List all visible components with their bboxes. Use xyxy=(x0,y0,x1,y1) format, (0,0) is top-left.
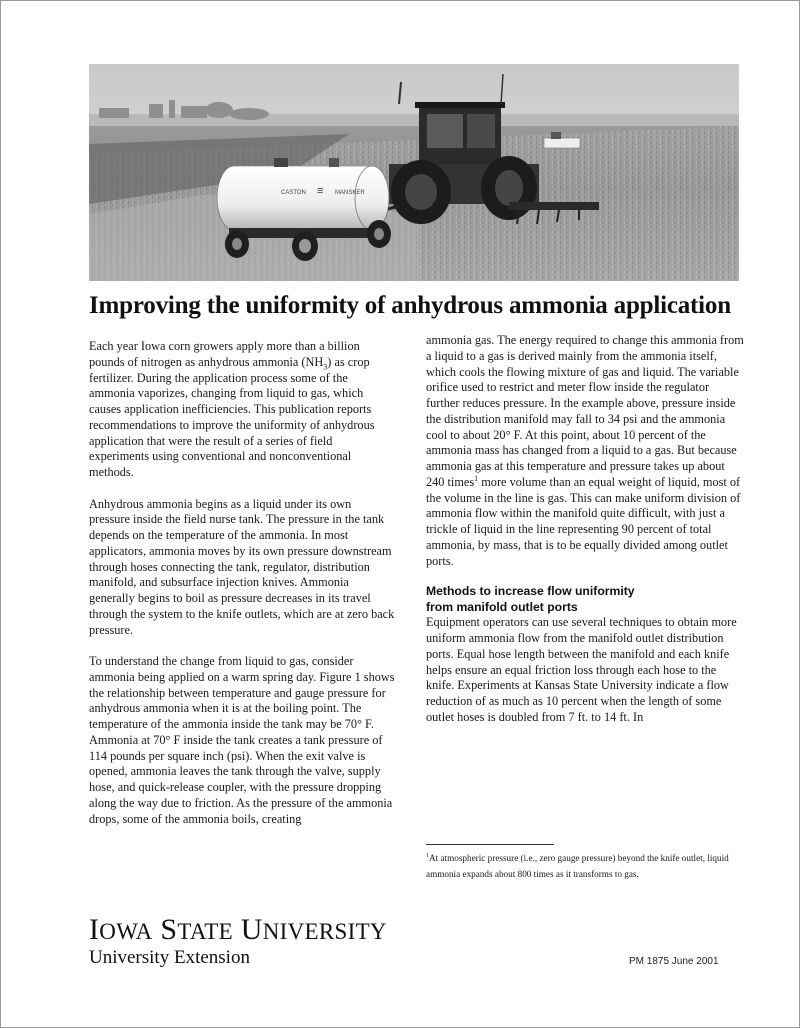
right-column xyxy=(426,333,744,741)
svg-text:≡: ≡ xyxy=(317,185,324,197)
tank-label: MANSKER xyxy=(335,190,365,196)
footnote: $^1$At atmospheric pressure (i.e., zero gauge pressure) beyond the knife outlet, liquid ammonia expands about 800 times as it transforms to gas. xyxy=(426,852,729,879)
paragraph-tank-pressure: Anhydrous ammonia begins as a liquid under its own pressure inside the field nurse tank. The pressure in the tank depends on the temperature of the ammonia. In most applicators, ammonia moves by its own pressure downstream through hoses connecting the tank, regulator, distribution manifold, and subsurface injection knives. Ammonia generally begins to boil as pressure decreases in its travel through the system to the knife outlets, which are at zero back pressure. xyxy=(89,496,395,637)
paragraph-intro: Each year Iowa corn growers apply more than a billion pounds of nitrogen as anhydrous ammonia $(NH_3)$ as crop fertilizer. During the application process some of the ammonia vaporizes, changing from liquid to gas, which causes application inefficiencies. This publication reports recommendations to improve the uniformity of anhydrous application that were the result of a series of field experiments using conventional and nonconventional methods. xyxy=(89,339,375,479)
extension-label: University Extension xyxy=(89,947,250,968)
tank-label: CASTON xyxy=(281,190,306,196)
paragraph-flow-techniques: Equipment operators can use several techniques to obtain more uniform ammonia flow from the manifold outlet distribution ports. Equal hose length between the manifold and each knife helps ensure an equal friction loss through each hose to the knife. Experiments at Kansas State University indicate a flow reduction of as much as 10 percent when the length of some outlet hoses is doubled from 7 ft. to 14 ft. In xyxy=(426,615,737,724)
section-heading: Methods to increase flow uniformity from manifold outlet ports xyxy=(426,584,635,615)
paragraph-ammonia-gas: ammonia gas. The energy required to change this ammonia from a liquid to a gas is derived mainly from the ammonia itself, which cools the flowing mixture of gas and liquid. The variable orifice used to restrict and meter flow inside the regulator further reduces pressure. In the example above, pressure inside the distribution manifold may fall to 34 psi and the ammonia cool to about 20° F. At this point, about 10 percent of the ammonia mass has changed from a liquid to a gas. But because ammonia gas at this temperature and pressure takes up about 240 times$^1$ more volume than an equal weight of liquid, most of the volume in the line is gas. This can make uniform division of ammonia flow within the manifold quite difficult, with just a trickle of liquid in the line representing 90 percent of total ammonia, by mass, that is to be equally divided among outlet ports. xyxy=(426,333,744,568)
header-photo xyxy=(89,64,739,281)
left-column xyxy=(89,339,395,843)
paragraph-liquid-to-gas: To understand the change from liquid to gas, consider ammonia being applied on a warm spring day. Figure 1 shows the relationship between temperature and gauge pressure for anhydrous ammonia when it is at the boiling point. The temperature of the ammonia inside the tank may be 70° F. Ammonia at 70° F inside the tank creates a tank pressure of 114 pounds per square inch (psi). When the exit valve is opened, ammonia leaves the tank through the valve, supply hose, and quick-release coupler, with the pressure dropping along the way due to friction. As the pressure of the ammonia drops, some of the ammonia boils, creating xyxy=(89,654,395,826)
document-title: Improving the uniformity of anhydrous ammonia application xyxy=(89,292,731,319)
university-wordmark: IOWA STATE UNIVERSITY xyxy=(89,913,387,946)
footnote-divider xyxy=(426,844,554,845)
publication-number: PM 1875 June 2001 xyxy=(629,956,719,967)
tractor-with-ammonia-tank-photo xyxy=(89,64,739,281)
